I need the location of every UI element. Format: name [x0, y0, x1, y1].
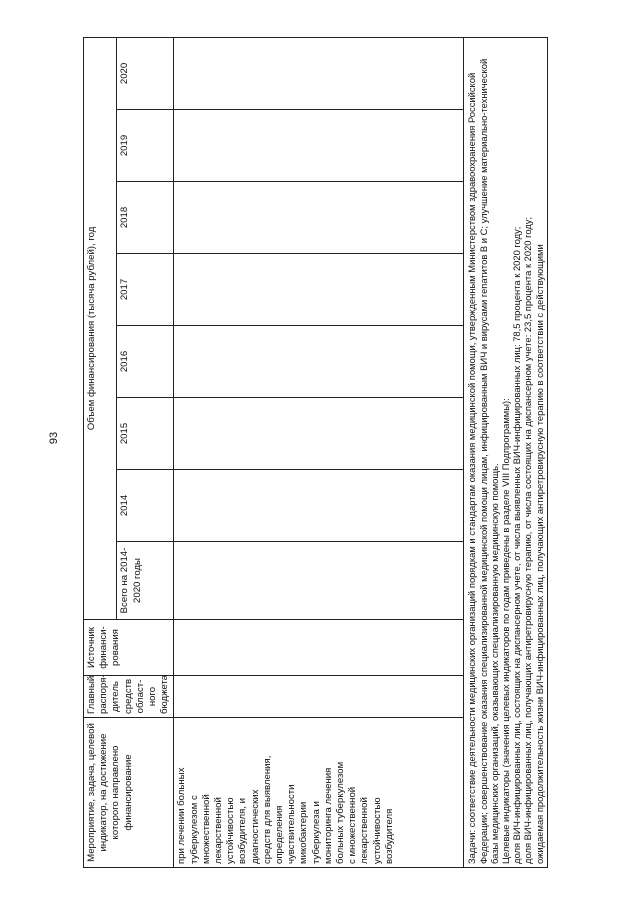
- header-year: 2020: [117, 37, 174, 109]
- header-source: Источник финанси-рования: [84, 620, 174, 676]
- rotated-table-wrapper: [83, 38, 595, 868]
- tasks-cell: [464, 37, 547, 867]
- page-number: 93: [48, 431, 60, 445]
- header-manager: Главный распоря-дитель средств област-ного бюджета: [84, 676, 174, 718]
- year-cell: [174, 398, 464, 470]
- year-cell: [174, 470, 464, 542]
- year-cell: [174, 326, 464, 398]
- header-row-1: [84, 37, 117, 867]
- tasks-row: [464, 37, 547, 867]
- activity-cell: при лечении больных туберкулезом с множественной лекарственной устойчивостью возбудителя, и диагностических средств для выявления, определения чувствительности микобактерии туберкулеза и мониторинга лечения больных туберкулезом с множественной лекарственной устойчивостью возбудителя: [174, 718, 464, 868]
- manager-cell: [174, 676, 464, 718]
- year-cell: [174, 110, 464, 182]
- indicator-line: доля ВИЧ-инфицированных лиц, состоящих на диспансерном учете, от числа выявленных ВИЧ-инфицированных лиц: 78,5 процента к 2020 году;: [511, 226, 523, 864]
- header-year: 2018: [117, 182, 174, 254]
- header-year: 2016: [117, 326, 174, 398]
- year-cell: [174, 254, 464, 326]
- year-cell: [174, 182, 464, 254]
- header-activity: Мероприятие, задача, целевой индикатор, на достижение которого направлено финансирование: [84, 718, 174, 868]
- header-year: 2015: [117, 398, 174, 470]
- header-year: 2017: [117, 254, 174, 326]
- header-year: 2019: [117, 110, 174, 182]
- total-cell: [174, 542, 464, 620]
- source-cell: [174, 620, 464, 676]
- header-year: 2014: [117, 470, 174, 542]
- indicator-line: ожидаемая продолжительность жизни ВИЧ-инфицированных лиц, получающих антиретровирусную терапию в соответствии с действующими: [533, 244, 545, 864]
- tasks-paragraph: Задачи: соответствие деятельности медицинских организаций порядкам и стандартам оказания медицинской помощи, утвержденным Министерством здравоохранения Российской Федерации; совершенствование оказания специализированной медицинской помощи лицам, инфицированным ВИЧ и вирусами гепатитов В и С; улучшение материально-технической базы медицинских организаций, оказывающих специализированную медицинскую помощь.: [466, 58, 500, 864]
- indicator-line: доля ВИЧ-инфицированных лиц, получающих антиретровирусную терапию, от числа состоящих на диспансерном учете: 23,5 процента к 2020 году;: [522, 216, 534, 864]
- activity-row: [174, 37, 464, 867]
- header-total: Всего на 2014-2020 годы: [117, 542, 174, 620]
- header-volume: Объем финансирования (тысяча рублей), год: [84, 37, 117, 619]
- year-cell: [174, 37, 464, 109]
- financing-table: [83, 37, 548, 868]
- indicators-heading: Целевые индикаторы (значения целевых индикаторов по годам приведены в разделе VIII Подпрограммы):: [500, 398, 512, 864]
